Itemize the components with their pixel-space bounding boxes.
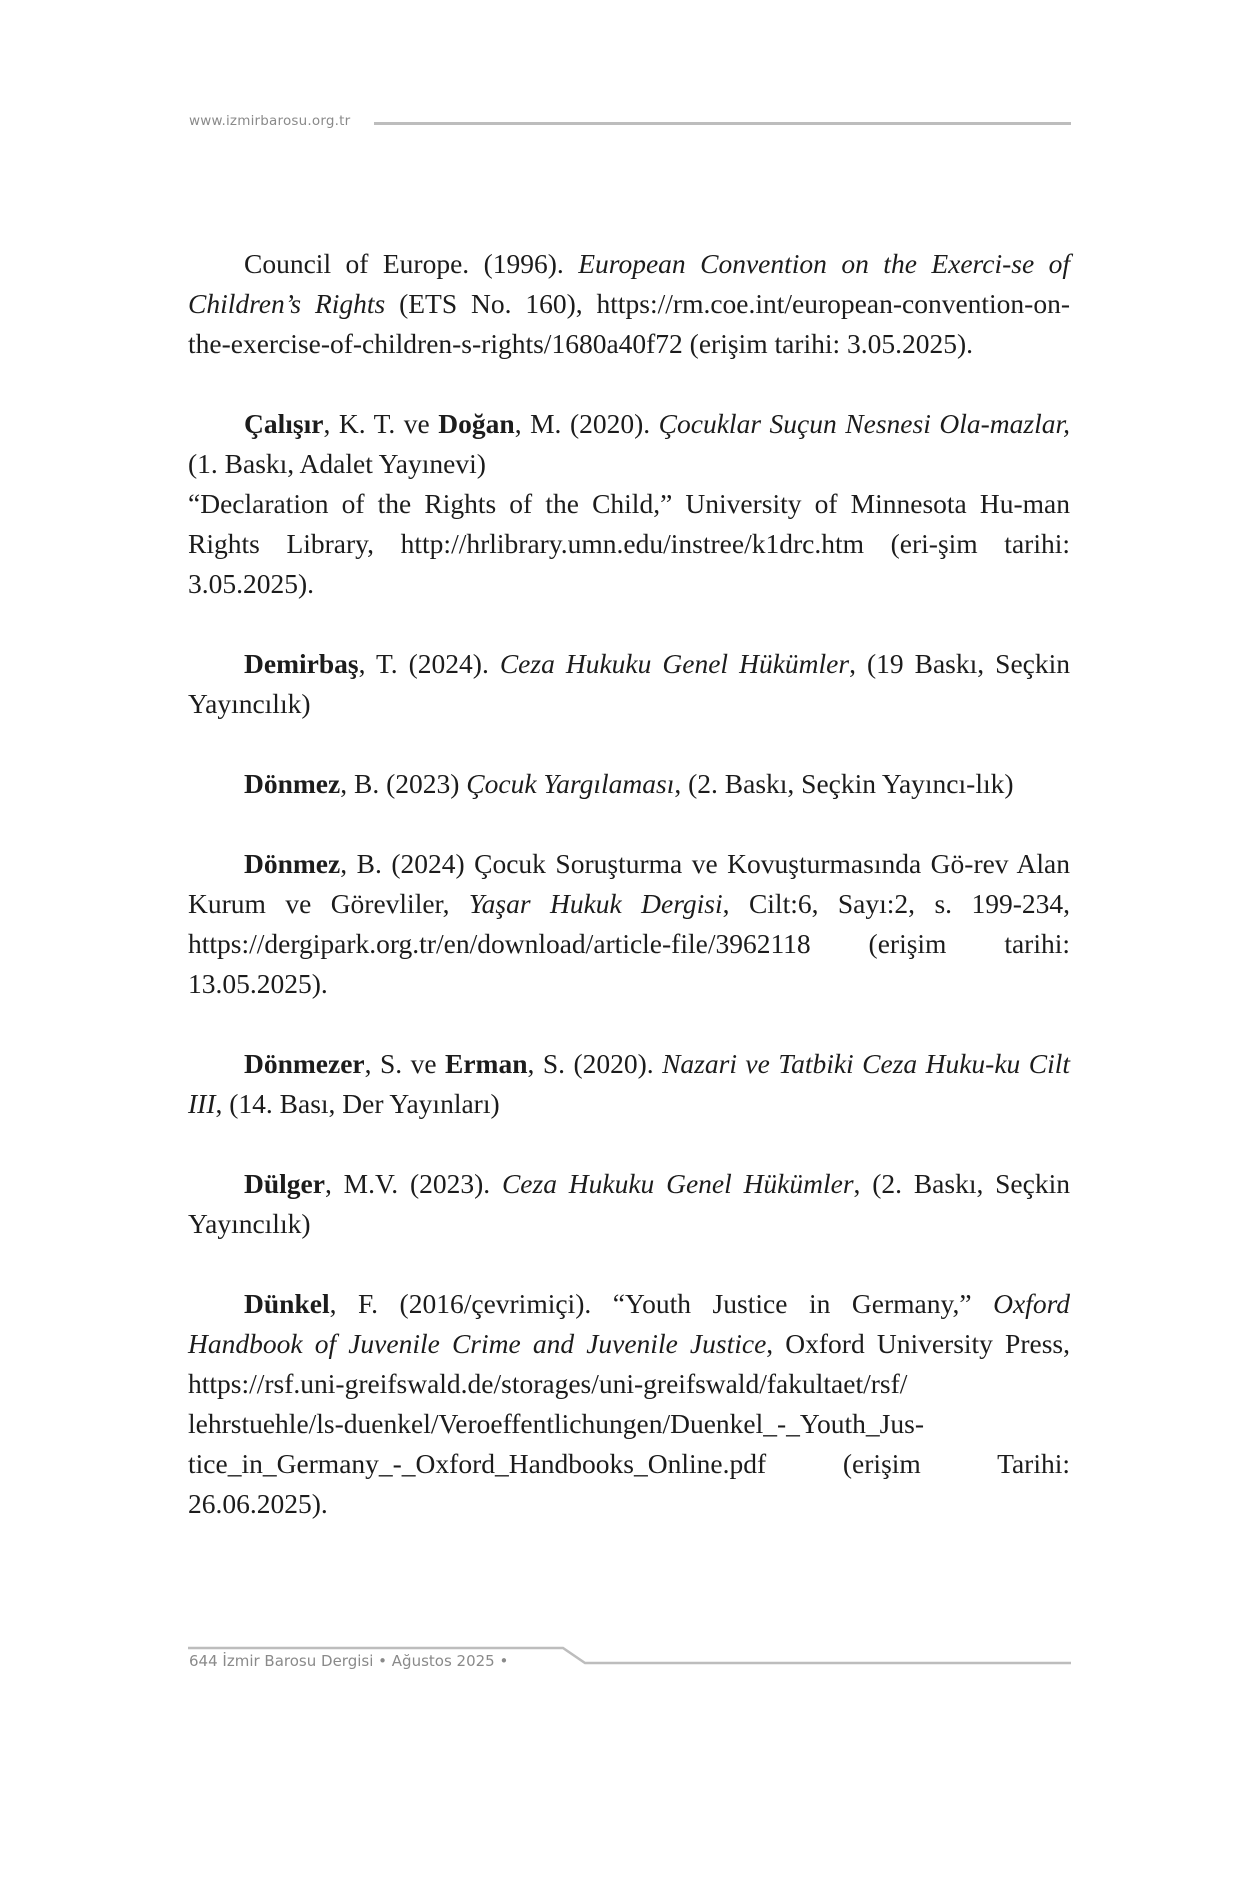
author-name: Dönmez bbox=[244, 848, 341, 879]
journal-name: İzmir Barosu Dergisi bbox=[222, 1652, 374, 1670]
work-title: Çocuklar Suçun Nesnesi Ola-mazlar, bbox=[658, 408, 1070, 439]
work-title: Yaşar Hukuk Dergisi bbox=[468, 888, 723, 919]
reference-text: , F. (2016/çevrimiçi). “Youth Justice in Germany,” bbox=[329, 1288, 994, 1319]
bibliography-list bbox=[188, 244, 1070, 1564]
reference-entry-donmez-2024 bbox=[188, 844, 1070, 1004]
reference-text: “Declaration of the Rights of the Child,” University of Minnesota Hu-man Rights Library, http://hrlibrary.umn.edu/instree/k1drc.htm (eri-şim tarihi: 3.05.2025). bbox=[188, 488, 1070, 599]
reference-text: , (2. Baskı, Seçkin Yayıncılık) bbox=[188, 1168, 1070, 1239]
reference-text: , B. (2024) Çocuk Soruşturma ve Kovuşturmasında Gö-rev Alan Kurum ve Görevliler, bbox=[188, 848, 1070, 919]
reference-entry-dulger bbox=[188, 1164, 1070, 1244]
reference-text: , (19 Baskı, Seçkin Yayıncılık) bbox=[188, 648, 1071, 719]
reference-text: , T. (2024). bbox=[358, 648, 500, 679]
reference-text: , Cilt:6, Sayı:2, s. 199-234, https://dergipark.org.tr/en/download/article-file/3962118 (erişim tarihi: 13.05.2025). bbox=[188, 888, 1070, 999]
reference-entry-donmezer-erman bbox=[188, 1044, 1070, 1124]
reference-text: , Oxford University Press, https://rsf.uni-greifswald.de/storages/uni-greifswald/fakultaet/rsf/ lehrstuehle/ls-duenkel/Veroeffentlichungen/Duenkel_-_Youth_Jus-tice_in_Germany_-_Oxford_Handbooks_Online.pdf (erişim Tarihi: 26.06.2025). bbox=[188, 1328, 1070, 1519]
issue-date: Ağustos 2025 bbox=[391, 1652, 495, 1670]
reference-entry-demirbas bbox=[188, 644, 1070, 724]
page-footer bbox=[189, 1652, 508, 1670]
reference-entry-donmez-2023 bbox=[188, 764, 1070, 804]
page-number: 644 bbox=[189, 1652, 218, 1670]
work-title: Çocuk Yargılaması bbox=[466, 768, 675, 799]
author-name: Dönmez bbox=[244, 768, 341, 799]
reference-text: Council of Europe. (1996). bbox=[244, 248, 579, 279]
reference-text: , K. T. ve bbox=[323, 408, 439, 439]
reference-text: (ETS No. 160), https://rm.coe.int/european-convention-on-the-exercise-of-children-s-rights/1680a40f72 (erişim tarihi: 3.05.2025). bbox=[188, 288, 1071, 359]
author-name: Demirbaş bbox=[244, 648, 359, 679]
work-title: Ceza Hukuku Genel Hükümler bbox=[499, 648, 850, 679]
header-rule bbox=[374, 122, 1071, 125]
author-name: Dülger bbox=[244, 1168, 325, 1199]
work-title: Oxford Handbook of Juvenile Crime and Juvenile Justice bbox=[188, 1288, 1070, 1359]
reference-entry-calisir-dogan bbox=[188, 404, 1070, 484]
work-title: European Convention on the Exerci-se of Children’s Rights bbox=[188, 248, 1070, 319]
reference-text: , S. (2020). bbox=[527, 1048, 663, 1079]
header-website-url: www.izmirbarosu.org.tr bbox=[189, 113, 351, 129]
reference-text: , B. (2023) bbox=[340, 768, 467, 799]
reference-text: , M. (2020). bbox=[514, 408, 659, 439]
author-name: Doğan bbox=[438, 408, 515, 439]
author-name: Dünkel bbox=[244, 1288, 330, 1319]
author-name: Çalışır bbox=[244, 408, 324, 439]
reference-text: , (2. Baskı, Seçkin Yayıncı-lık) bbox=[674, 768, 1014, 799]
author-name: Erman bbox=[445, 1048, 528, 1079]
reference-text: , S. ve bbox=[364, 1048, 445, 1079]
reference-text: , (14. Bası, Der Yayınları) bbox=[215, 1088, 500, 1119]
footer-separator: • bbox=[499, 1652, 509, 1670]
work-title: Ceza Hukuku Genel Hükümler bbox=[501, 1168, 854, 1199]
reference-text: , M.V. (2023). bbox=[324, 1168, 502, 1199]
author-name: Dönmezer bbox=[244, 1048, 365, 1079]
reference-entry-council-of-europe bbox=[188, 244, 1070, 364]
reference-text: (1. Baskı, Adalet Yayınevi) bbox=[188, 448, 486, 479]
reference-entry-declaration-rights-child bbox=[188, 484, 1070, 604]
reference-entry-dunkel bbox=[188, 1284, 1070, 1524]
footer-separator: • bbox=[378, 1652, 388, 1670]
work-title: Nazari ve Tatbiki Ceza Huku-ku Cilt III bbox=[188, 1048, 1070, 1119]
